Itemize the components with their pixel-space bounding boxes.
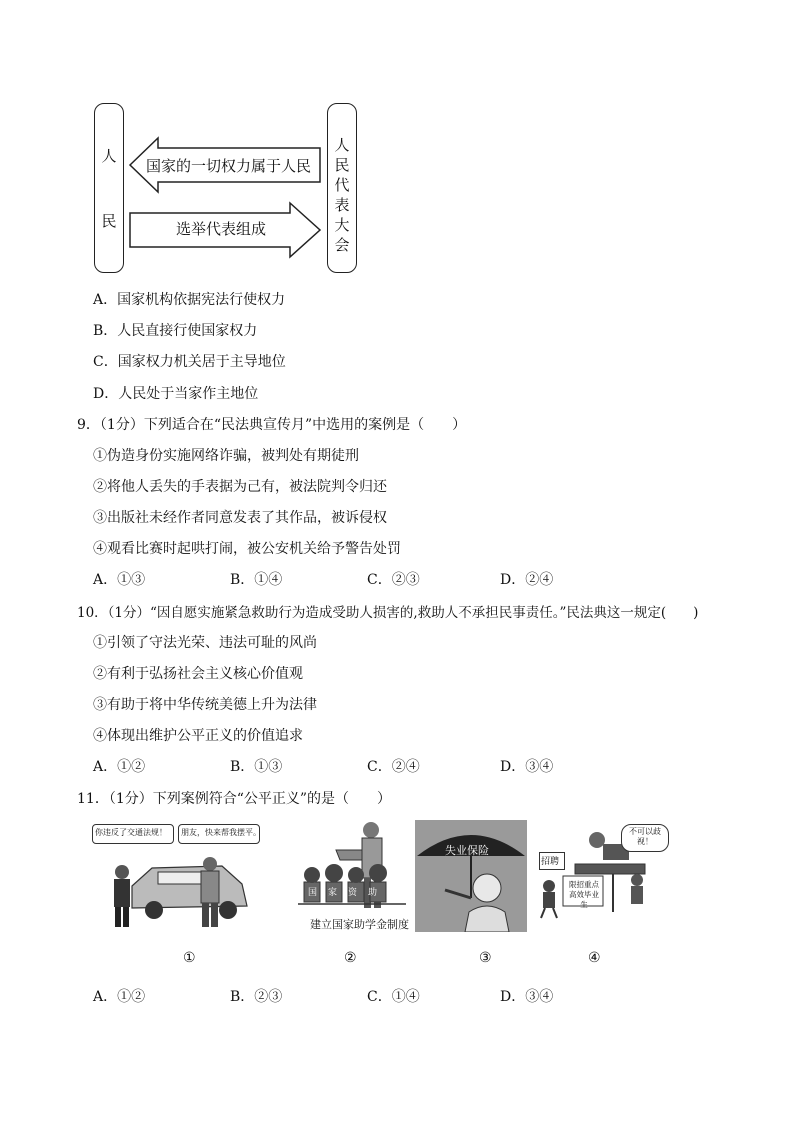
people-box — [94, 103, 124, 273]
congress-box-char-5: 大 — [334, 216, 350, 234]
people-box-char-1: 人 — [101, 147, 117, 165]
q10-option-d: D．③④ — [500, 759, 554, 775]
recruitment-board-text: 限招重点高效毕业生 — [569, 880, 599, 909]
q10-item-1: ①引领了守法光荣、违法可耻的风尚 — [93, 635, 317, 651]
q11-option-d: D．③④ — [500, 989, 554, 1005]
q10-item-4: ④体现出维护公平正义的价值追求 — [93, 728, 303, 744]
q10-stem: 10．（1分）“因自愿实施紧急救助行为造成受助人损害的,救助人不承担民事责任。”民法典这一规定( ) — [77, 605, 699, 621]
congress-box-char-6: 会 — [334, 236, 350, 254]
q11-option-b: B．②③ — [230, 989, 283, 1005]
q8-option-d: D．人民处于当家作主地位 — [93, 386, 259, 402]
q11-picture-2-label: ② — [344, 950, 357, 966]
q9-item-4: ④观看比赛时起哄打闹，被公安机关给予警告处罚 — [93, 541, 401, 557]
q11-picture-2 — [296, 820, 408, 932]
pots-label: 国家资助 — [308, 888, 389, 898]
q8-option-c: C．国家权力机关居于主导地位 — [93, 354, 286, 370]
q9-option-c: C．②③ — [367, 572, 420, 588]
q9-item-2: ②将他人丢失的手表据为己有，被法院判令归还 — [93, 479, 387, 495]
q10-option-b: B．①③ — [230, 759, 283, 775]
q8-option-a: A．国家机构依据宪法行使权力 — [93, 292, 286, 308]
umbrella-illustration — [415, 820, 527, 932]
q11-option-a: A．①② — [93, 989, 146, 1005]
congress-box-char-1: 人 — [334, 136, 350, 154]
q9-stem: 9．（1分）下列适合在“民法典宣传月”中选用的案例是（ ） — [77, 417, 467, 433]
arrow-left-label: 国家的一切权力属于人民 — [146, 157, 312, 175]
q9-option-b: B．①④ — [230, 572, 283, 588]
q10-item-3: ③有助于将中华传统美德上升为法律 — [93, 697, 317, 713]
speech-bubble-driver-text: 朋友，快来帮我摆平。 — [181, 828, 261, 837]
recruitment-sign-text: 招聘 — [541, 857, 560, 867]
q11-picture-1-label: ① — [183, 950, 196, 966]
congress-box-char-3: 代 — [334, 176, 350, 194]
congress-box-char-2: 民 — [334, 156, 350, 174]
q11-stem: 11．（1分）下列案例符合“公平正义”的是（ ） — [77, 791, 392, 807]
q11-option-c: C．①④ — [367, 989, 420, 1005]
q11-picture-1 — [92, 820, 261, 930]
q9-option-a: A．①③ — [93, 572, 146, 588]
q9-item-1: ①伪造身份实施网络诈骗，被判处有期徒刑 — [93, 448, 359, 464]
q9-option-d: D．②④ — [500, 572, 554, 588]
q11-picture-4-label: ④ — [588, 950, 601, 966]
q10-option-c: C．②④ — [367, 759, 420, 775]
speech-bubble-police-text: 你违反了交通法规！ — [95, 828, 167, 837]
q10-option-a: A．①② — [93, 759, 146, 775]
congress-box-char-4: 表 — [334, 196, 350, 214]
car-and-people-illustration — [92, 844, 252, 930]
umbrella-text: 失业保险 — [445, 844, 489, 857]
q9-item-3: ③出版社未经作者同意发表了其作品，被诉侵权 — [93, 510, 387, 526]
q11-picture-3-label: ③ — [479, 950, 492, 966]
q11-picture-4 — [537, 820, 672, 920]
q8-option-b: B．人民直接行使国家权力 — [93, 323, 258, 339]
q10-item-2: ②有利于弘扬社会主义核心价值观 — [93, 666, 303, 682]
speech-bubble-objection-text: 不可以歧视！ — [629, 827, 661, 846]
arrow-right-label: 选举代表组成 — [176, 220, 267, 238]
q11-picture-3 — [415, 820, 527, 932]
grant-system-caption: 建立国家助学金制度 — [310, 918, 409, 931]
people-box-char-2: 民 — [101, 212, 117, 230]
